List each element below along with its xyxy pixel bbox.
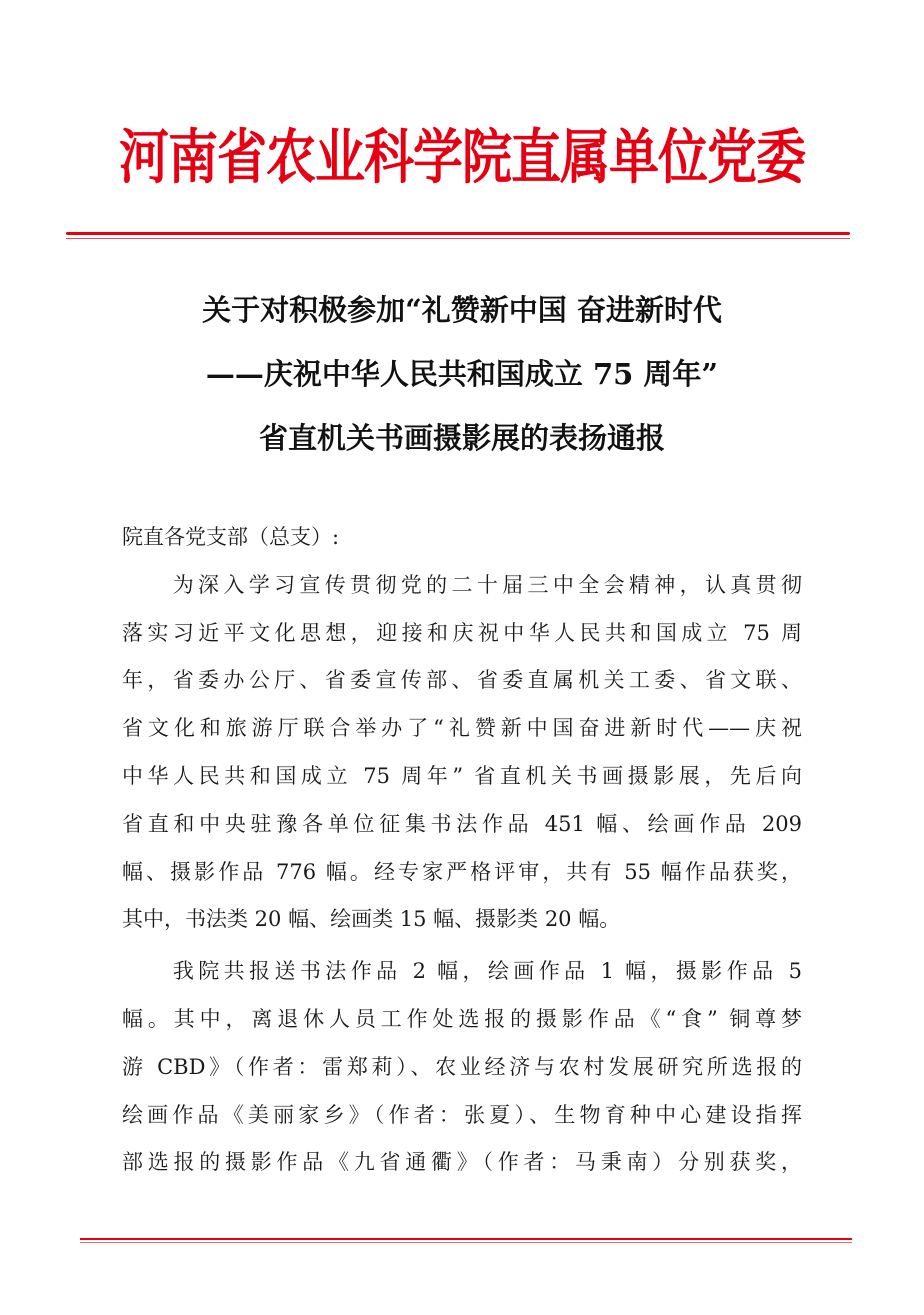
document-title	[0, 278, 924, 470]
footer-divider	[80, 1238, 852, 1240]
paragraph-1-line: 落实习近平文化思想，迎接和庆祝中华人民共和国成立 75 周	[122, 620, 802, 645]
paragraph-1-line: 年，省委办公厅、省委宣传部、省委直属机关工委、省文联、	[122, 668, 802, 693]
paragraph-2-line: 绘画作品《美丽家乡》（作者：张夏）、生物育种中心建设指挥	[122, 1102, 802, 1127]
paragraph-1-line: 幅、摄影作品 776 幅。经专家严格评审，共有 55 幅作品获奖，	[122, 859, 802, 884]
title-line-2: ——庆祝中华人民共和国成立 75 周年”	[205, 357, 719, 391]
title-line-1: 关于对积极参加“礼赞新中国 奋进新时代	[202, 293, 722, 327]
paragraph-1-line: 省文化和旅游厅联合举办了“礼赞新中国奋进新时代——庆祝	[122, 716, 802, 741]
paragraph-2-line: 幅。其中，离退休人员工作处选报的摄影作品《“食” 铜尊梦	[122, 1006, 802, 1031]
footer-divider-thin	[80, 1242, 852, 1243]
paragraph-2-line: 游 CBD》（作者：雷郑莉）、农业经济与农村发展研究所选报的	[122, 1054, 802, 1079]
paragraph-1-line: 为深入学习宣传贯彻党的二十届三中全会精神，认真贯彻	[122, 572, 802, 597]
paragraph-1-line: 中华人民共和国成立 75 周年” 省直机关书画摄影展，先后向	[122, 763, 802, 788]
salutation: 院直各党支部（总支）:	[122, 525, 340, 549]
title-line-3: 省直机关书画摄影展的表扬通报	[258, 421, 665, 455]
paragraph-1-line: 省直和中央驻豫各单位征集书法作品 451 幅、绘画作品 209	[122, 811, 802, 836]
paragraph-1-line: 其中，书法类 20 幅、绘画类 15 幅、摄影类 20 幅。	[122, 907, 621, 932]
document-body	[122, 514, 802, 1187]
paragraph-2-line: 我院共报送书法作品 2 幅，绘画作品 1 幅，摄影作品 5	[122, 959, 802, 984]
organization-masthead: 河南省农业科学院直属单位党委	[119, 122, 805, 192]
paragraph-2-line: 部选报的摄影作品《九省通衢》（作者：马秉南）分别获奖，	[122, 1150, 802, 1175]
header-divider	[66, 232, 850, 235]
header-divider-thin	[66, 238, 850, 239]
